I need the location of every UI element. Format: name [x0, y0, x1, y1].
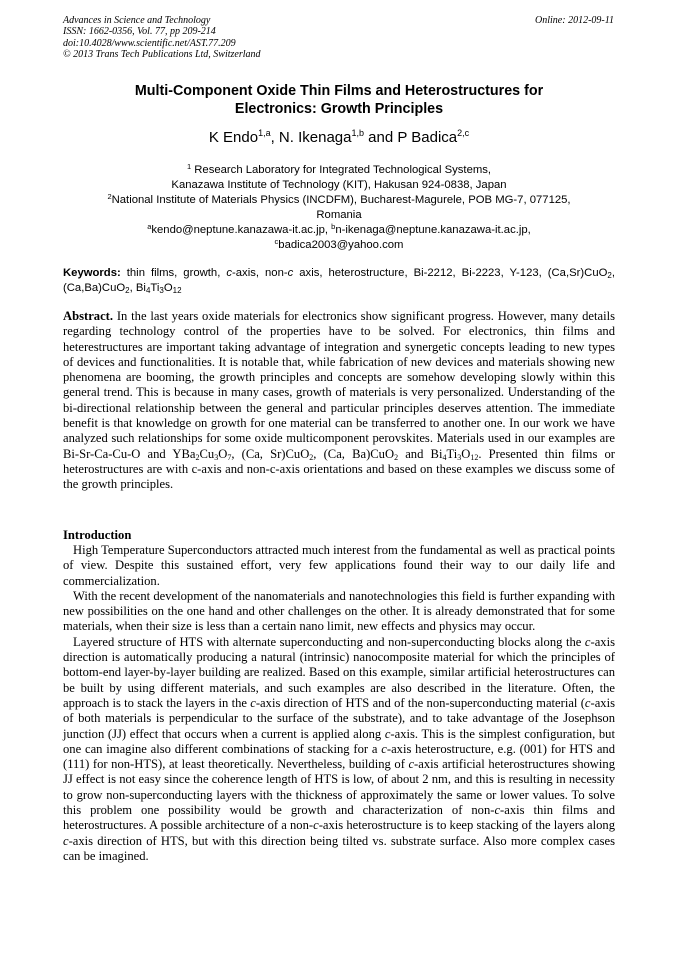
issn-line: ISSN: 1662-0356, Vol. 77, pp 209-214 — [63, 26, 216, 38]
author-list — [63, 129, 615, 147]
affiliation-1-marker: 1 — [186, 162, 192, 171]
title-line-2: Electronics: Growth Principles — [234, 101, 444, 117]
email-line-1: $^a$kendo@neptune.kanazawa-it.ac.jp, $^b$n-ikenaga@neptune.kanazawa-it.ac.jp, — [147, 222, 531, 236]
author-sep-1: , — [270, 129, 279, 146]
author-1-name: K Endo — [208, 129, 259, 146]
affiliation-2-line-2: Romania — [316, 209, 362, 221]
abstract-section: Abstract. In the last years oxide materials for electronics show significant progress. However, many details regarding technology control of the properties have to be solved. For electronics, thin films and heterestructures are important taking advantage of integration and synergetic concepts leading to new types of devices and functionalities. It is notable that, while fabrication of new devices and materials showing new phenomena are booming, the growth principles and concepts are somehow developing slowly within this general trend. This is because in many cases, growth of materials is very personalized. Understanding of the bi-directional relationship between the general and particular principles deserves attention. The immediate benefit is that knowledge on growth for one material can be transferred to another one. In our work we have analyzed such relationships for some oxide multicomponent perovskites. Materials used in our examples are Bi-Sr-Ca-Cu-O and $YBa_2Cu_3O_7$, (Ca, Sr)CuO$_2$, (Ca, Ba)CuO$_2$ and $Bi_4Ti_3O_{12}$. Presented thin films or heterostructures are with c-axis and non-c-axis orientations and based on these examples we discuss some of the growth principles. — [63, 309, 615, 492]
affiliation-2-line-1: $^2$National Institute of Materials Physics (INCDFM), Bucharest-Magurele, POB MG-7, 077125, — [107, 192, 571, 206]
online-date: Online: 2012-09-11 — [535, 15, 614, 26]
copyright-line: © 2013 Trans Tech Publications Ltd, Switzerland — [63, 48, 261, 60]
author-2-name: N. Ikenaga — [278, 129, 352, 146]
title-line-1: Multi-Component Oxide Thin Films and Heterostructures for — [134, 83, 544, 99]
intro-paragraph-2: With the recent development of the nanomaterials and nanotechnologies this field is further expanding with new possibilities on the one hand and other challenges on the other. It is already demonstrated that for some materials, when their size is less than a certain nano limit, new effects and physics may occur. — [63, 588, 615, 634]
author-1-sup: 1,a — [258, 128, 271, 138]
journal-header — [63, 15, 261, 60]
journal-name: Advances in Science and Technology — [63, 15, 211, 26]
intro-paragraph-1: High Temperature Superconductors attracted much interest from the fundamental as well as practical points of view. Despite this sustained effort, very few applications found their way to our daily life and commercialization. — [63, 543, 615, 588]
affiliation-1-line-2: Kanazawa Institute of Technology (KIT), Hakusan 924-0838, Japan — [171, 179, 507, 191]
email-a[interactable]: kendo@neptune.kanazawa-it.ac.jp, — [151, 224, 332, 236]
email-line-2: $^c$badica2003@yahoo.com — [274, 237, 404, 251]
email-b[interactable]: n-ikenaga@neptune.kanazawa-it.ac.jp, — [335, 224, 531, 236]
author-sep-2: and — [363, 129, 398, 146]
affiliations — [63, 163, 615, 253]
introduction-body — [63, 543, 615, 864]
paper-title — [63, 82, 615, 118]
author-3-sup: 2,c — [457, 128, 470, 138]
keywords-section: Keywords: thin films, growth, c-axis, non-c axis, heterostructure, Bi-2212, Bi-2223, Y-123, (Ca,Sr)CuO$_2$, (Ca,Ba)CuO$_2$, $Bi_4Ti_3O_{12}$ — [63, 267, 615, 295]
abstract-label: Abstract. — [63, 309, 114, 323]
doi-line: doi:10.4028/www.scientific.net/AST.77.209 — [63, 37, 236, 49]
email-c[interactable]: badica2003@yahoo.com — [278, 239, 404, 251]
intro-paragraph-3: Layered structure of HTS with alternate superconducting and non-superconducting blocks along the c-axis direction is automatically producing a natural (intrinsic) nanocomposite material for which the principles of bottom-end layer-by-layer building are realized. Based on this example, similar artificial heterostructures can be built by using different materials, and such examples are also described in the literature. Often, the approach is to stack the layers in the c-axis direction of HTS and of the non-superconducting material (c-axis of both materials is perpendicular to the surface of the substrate), and to take advantage of the Josephson junction (JJ) effect that occurs when a current is applied along c-axis. This is the simplest configuration, but one can imagine also different combinations of stacking for a c-axis heterostructure, e.g. (001) for HTS and (111) for non-HTS), at least theoretically. Nevertheless, building of c-axis artificial heterostructures showing JJ effect is not easy since the coherence length of HTS is low, of about 2 nm, and this is resulting in necessity to grow non-superconducting layers with the thickness of approximately the same or lower values. To solve this problem one possibility would be growth and characterization of non-c-axis thin films and heterostructures. A possible architecture of a non-c-axis heterostructure is to keep stacking of the layers along c-axis direction of HTS, but with this direction being tilted vs. substrate surface. Also more complex cases can be imagined. — [63, 634, 616, 863]
author-2-sup: 1,b — [351, 128, 364, 138]
introduction-heading: Introduction — [63, 528, 132, 542]
author-3-name: P Badica — [397, 129, 458, 146]
keywords-label: Keywords: — [63, 267, 121, 279]
affiliation-2-marker: 2 — [107, 192, 112, 201]
affiliation-1-line-1: $^1$ Research Laboratory for Integrated Technological Systems, — [186, 162, 492, 176]
